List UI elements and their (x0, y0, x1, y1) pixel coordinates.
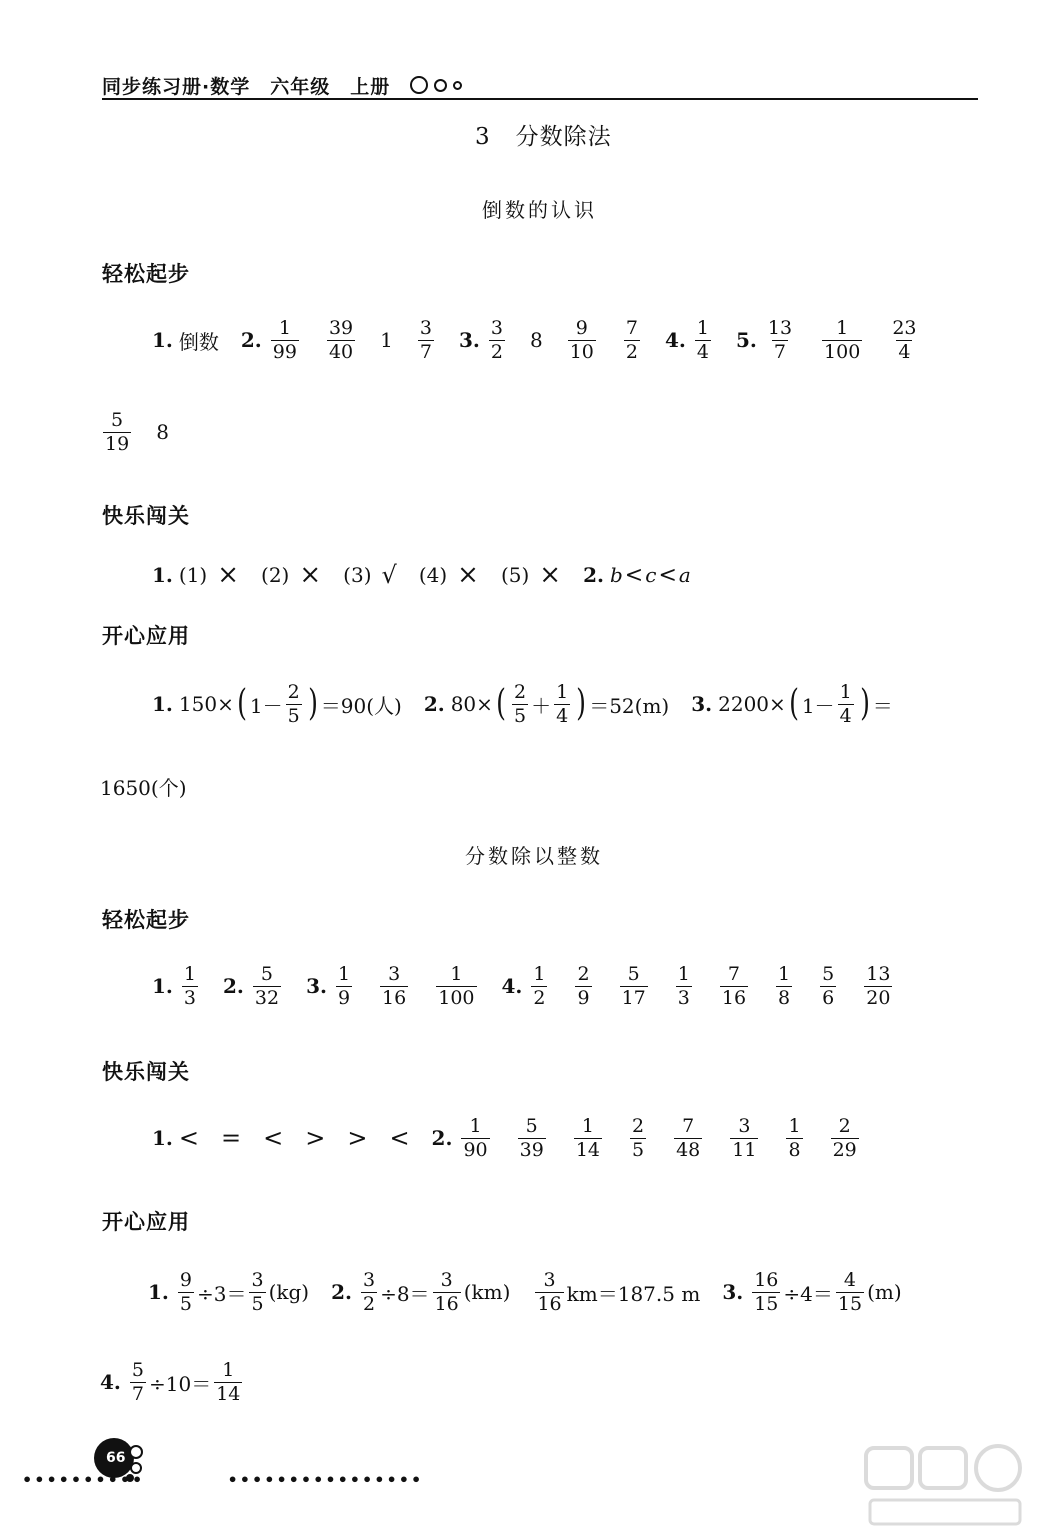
question-number: 2. (423, 692, 445, 717)
question-number: 1. (152, 328, 173, 353)
fraction: $\frac{1}{2}$ (533, 963, 546, 1009)
fraction: $\frac{39}{40}$ (328, 317, 354, 363)
comparison-sign: > (347, 1124, 368, 1153)
answer-row (152, 964, 895, 1009)
expression-part: 1－ (801, 693, 835, 718)
fraction: $\frac{1}{4}$ (556, 681, 569, 727)
fraction: $\frac{1}{99}$ (272, 317, 297, 363)
fraction: $\frac{5}{19}$ (105, 409, 130, 455)
expression-part: 1－ (249, 693, 283, 718)
fraction: $\frac{7}{16}$ (721, 963, 747, 1009)
variable: b (609, 563, 623, 587)
comparison-sign: < (178, 1124, 199, 1153)
expression-part: km＝187.5 m (566, 1281, 701, 1306)
fraction: $\frac{3}{16}$ (537, 1269, 562, 1315)
fraction: $\frac{1}{14}$ (216, 1359, 241, 1405)
fraction: $\frac{1}{9}$ (337, 963, 351, 1009)
cross-mark: × (299, 560, 322, 590)
question-number: 4. (100, 1370, 121, 1395)
cross-mark: × (217, 560, 240, 590)
fraction: $\frac{1}{8}$ (778, 963, 791, 1009)
fraction: $\frac{3}{5}$ (251, 1269, 264, 1315)
item-label: (4) (418, 563, 448, 587)
answer-value: 1650(个) (100, 776, 187, 800)
question-number: 4. (501, 974, 523, 999)
item-label: (3) (343, 563, 372, 587)
circle-icon (434, 79, 447, 92)
fraction: $\frac{2}{29}$ (832, 1115, 857, 1161)
fraction: $\frac{1}{3}$ (183, 963, 196, 1009)
chapter-name: 分数除法 (515, 124, 612, 150)
header-decoration (410, 76, 462, 94)
answer-row-continued (100, 410, 169, 455)
item-label: (1) (178, 563, 208, 587)
comparison-sign: < (389, 1124, 410, 1153)
answer-row (152, 1116, 862, 1161)
header-divider (102, 98, 978, 100)
answer-row (152, 318, 922, 363)
fraction: $\frac{5}{6}$ (822, 963, 835, 1009)
fraction: $\frac{1}{14}$ (575, 1115, 600, 1161)
fraction: $\frac{1}{3}$ (677, 963, 690, 1009)
fraction: $\frac{7}{2}$ (625, 317, 638, 363)
circle-icon (410, 76, 428, 94)
comparison-sign: > (305, 1124, 326, 1153)
cross-mark: × (457, 560, 479, 590)
fraction: $\frac{2}{5}$ (513, 681, 527, 727)
book-header-title: 同步练习册·数学 六年级 上册 (102, 76, 391, 98)
check-mark: √ (381, 561, 397, 589)
fraction: $\frac{9}{5}$ (179, 1269, 192, 1315)
answer-row-continued (100, 772, 187, 801)
section-label-apply: 开心应用 (102, 1210, 190, 1234)
fraction: $\frac{3}{16}$ (382, 963, 407, 1009)
fraction: $\frac{16}{15}$ (754, 1269, 779, 1315)
circle-icon (453, 81, 462, 90)
fraction: $\frac{1}{4}$ (839, 681, 852, 727)
question-number: 1. (148, 1280, 169, 1305)
fraction: $\frac{1}{100}$ (824, 317, 861, 363)
question-number: 1. (152, 1126, 173, 1151)
fraction: $\frac{1}{4}$ (696, 317, 709, 363)
comparison-sign: < (624, 562, 644, 588)
comparison-sign: = (221, 1124, 242, 1153)
question-number: 2. (222, 974, 244, 999)
fraction: $\frac{3}{7}$ (419, 317, 432, 363)
expression-part: ÷4＝ (783, 1281, 833, 1306)
cross-mark: × (539, 560, 562, 590)
answer-value: 8 (529, 328, 543, 353)
variable: c (645, 563, 657, 587)
expression-part: ＋ (531, 693, 552, 718)
section-title: 分数除以整数 (465, 844, 603, 868)
page-number: 66 (106, 1450, 126, 1466)
question-number: 3. (691, 692, 713, 717)
fraction: $\frac{9}{10}$ (569, 317, 594, 363)
question-number: 3. (458, 328, 480, 353)
fraction: $\frac{23}{4}$ (892, 317, 917, 363)
expression-part: 80× (450, 692, 493, 717)
fraction: $\frac{2}{5}$ (632, 1115, 645, 1161)
fraction: $\frac{2}{9}$ (577, 963, 590, 1009)
fraction: $\frac{7}{48}$ (676, 1115, 701, 1161)
question-number: 3. (722, 1280, 744, 1305)
question-number: 5. (735, 328, 757, 353)
answer-row (152, 560, 691, 590)
question-number: 2. (331, 1280, 352, 1305)
answer-value: 8 (156, 420, 169, 445)
expression-part: ÷3＝ (196, 1281, 247, 1306)
fraction: $\frac{4}{15}$ (837, 1269, 863, 1315)
fraction: $\frac{5}{39}$ (519, 1115, 544, 1161)
question-number: 3. (306, 974, 327, 999)
fraction: $\frac{5}{7}$ (131, 1359, 144, 1405)
question-number: 2. (583, 563, 604, 587)
section-title: 倒数的认识 (482, 198, 597, 222)
fraction: $\frac{13}{7}$ (767, 317, 793, 363)
question-number: 1. (152, 692, 173, 717)
answer-row (148, 1270, 902, 1315)
section-label-happy: 快乐闯关 (102, 504, 190, 528)
answer-value: 1 (380, 328, 393, 353)
expression-part: 150× (178, 692, 234, 717)
section-label-easy: 轻松起步 (102, 262, 190, 286)
fraction: $\frac{5}{32}$ (254, 963, 280, 1009)
answer-row (100, 1360, 245, 1405)
question-number: 1. (152, 974, 173, 999)
watermark-logo (860, 1440, 1030, 1530)
expression-part: (km) (463, 1280, 511, 1305)
question-number: 4. (664, 328, 686, 353)
fraction: $\frac{1}{8}$ (788, 1115, 801, 1161)
fraction: $\frac{2}{5}$ (287, 681, 300, 727)
fraction: $\frac{3}{11}$ (732, 1115, 757, 1161)
expression-part: 2200× (718, 692, 786, 717)
fraction: $\frac{13}{20}$ (866, 963, 891, 1009)
question-number: 2. (240, 328, 262, 353)
fraction: $\frac{1}{90}$ (463, 1115, 488, 1161)
item-label: (2) (261, 563, 290, 587)
answer-row: 1. 150× ( 1－ $\frac{2}{5}$ ) ＝90(人) 2. 80× ( $\frac{2}{5}$ ＋ $\frac{1}{4}$ ) ＝52(m) 3. 2200× ( 1－ $\frac{1}{4}$ ) ＝ (152, 681, 893, 727)
expression-part: ÷10＝ (148, 1371, 212, 1396)
expression-part: ＝52(m) (589, 693, 670, 718)
expression-part: ÷8＝ (380, 1281, 430, 1306)
answer-text: 倒数 (178, 329, 219, 354)
section-label-happy: 快乐闯关 (102, 1060, 190, 1084)
item-label: (5) (500, 563, 530, 587)
expression-part: (m) (867, 1280, 902, 1305)
footer-dotted-line: •••••••••• •••••••••••••••• (22, 1470, 424, 1489)
question-number: 2. (431, 1126, 453, 1151)
fraction: $\frac{5}{17}$ (621, 963, 646, 1009)
section-label-apply: 开心应用 (102, 624, 190, 648)
section-label-easy: 轻松起步 (102, 908, 190, 932)
fraction: $\frac{3}{2}$ (362, 1269, 376, 1315)
expression-part: ＝ (872, 693, 893, 718)
chapter-number: 3 (475, 124, 491, 150)
question-number: 1. (152, 563, 173, 587)
fraction: $\frac{3}{2}$ (490, 317, 503, 363)
variable: a (678, 563, 691, 587)
comparison-sign: < (263, 1124, 284, 1153)
fraction: $\frac{3}{16}$ (434, 1269, 459, 1315)
expression-part: ＝90(人) (320, 693, 402, 718)
comparison-sign: < (658, 562, 677, 588)
fraction: $\frac{1}{100}$ (438, 963, 475, 1009)
chapter-title (475, 118, 612, 151)
expression-part: (kg) (268, 1280, 310, 1305)
